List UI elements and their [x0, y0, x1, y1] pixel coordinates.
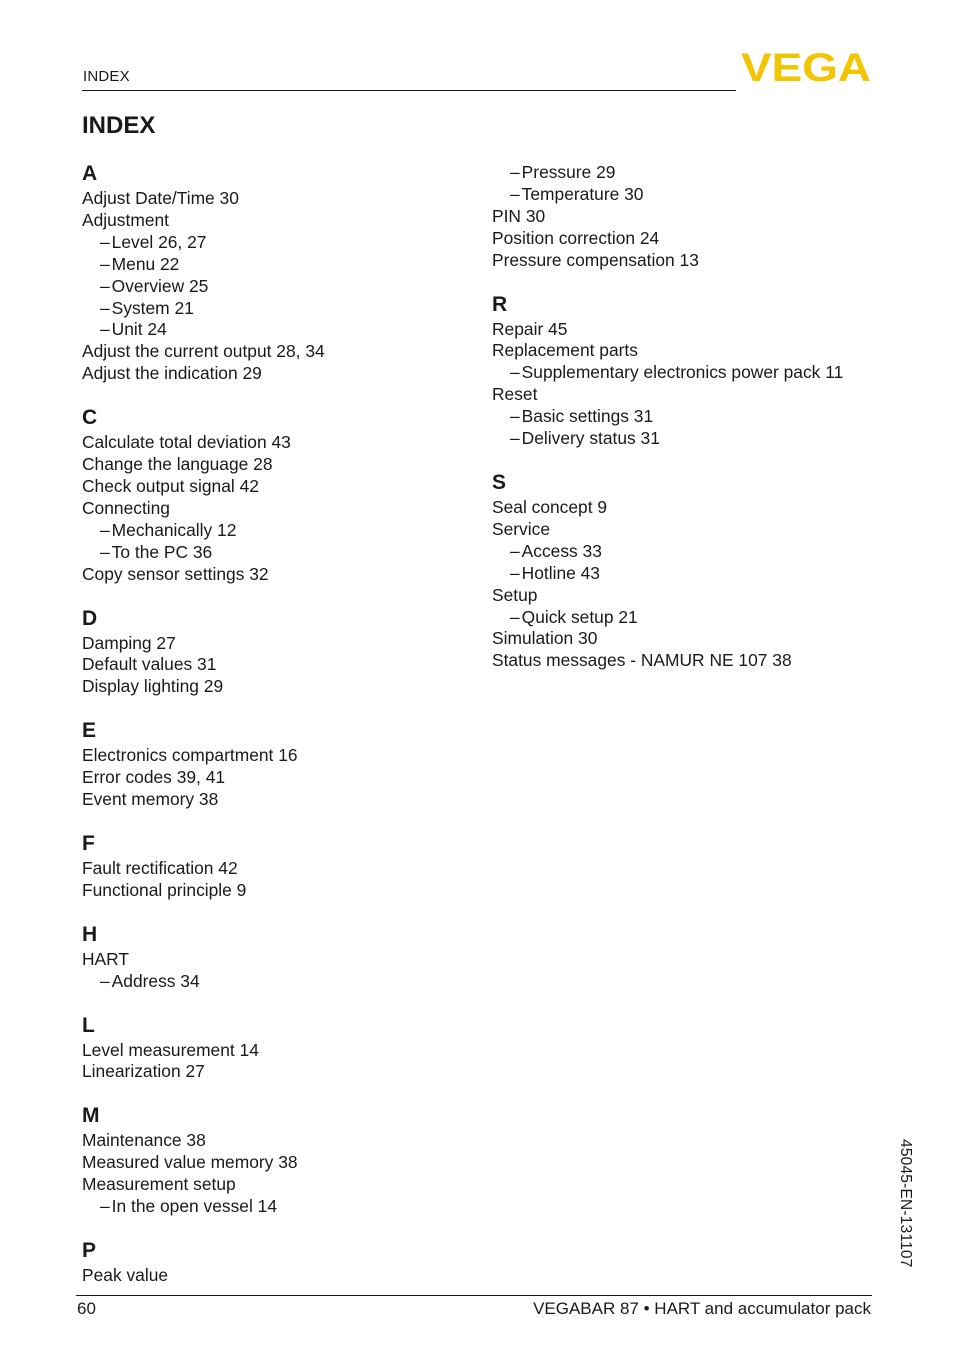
- index-entry: Level measurement 14: [82, 1039, 259, 1060]
- header-rule: [82, 90, 736, 91]
- index-letter-heading: C: [82, 406, 98, 430]
- document-code: 45045-EN-131107: [897, 1139, 914, 1268]
- vega-logo-text: VEGA: [741, 50, 871, 84]
- page-number: 60: [77, 1299, 96, 1318]
- index-letter-heading: E: [82, 719, 97, 743]
- index-subentry: – In the open vessel 14: [82, 1196, 462, 1218]
- index-entry: Functional principle 9: [82, 879, 247, 900]
- index-entry: Measured value memory 38: [82, 1152, 298, 1173]
- index-subentry: – Quick setup 21: [492, 607, 882, 629]
- index-entry: Replacement parts: [492, 340, 638, 361]
- index-group: [82, 923, 462, 993]
- index-entry: Adjust the indication 29: [82, 363, 262, 384]
- index-entry: Error codes 39, 41: [82, 767, 226, 788]
- index-group: [82, 1239, 462, 1287]
- index-entry: Maintenance 38: [82, 1130, 206, 1151]
- index-letter-heading: D: [82, 606, 98, 630]
- page-title: INDEX: [82, 112, 156, 139]
- index-column-right: [492, 162, 882, 693]
- index-subentry: – Level 26, 27: [82, 232, 462, 254]
- index-group: [82, 719, 462, 811]
- index-group: [82, 607, 462, 699]
- index-letter-heading: L: [82, 1013, 95, 1037]
- index-entry: Linearization 27: [82, 1061, 205, 1082]
- index-subentry: – Temperature 30: [492, 184, 882, 206]
- index-letter-heading: H: [82, 922, 98, 946]
- index-entry: Connecting: [82, 497, 170, 518]
- index-column-left: [82, 162, 462, 1308]
- index-entry: Calculate total deviation 43: [82, 432, 291, 453]
- running-header: INDEX: [83, 68, 130, 85]
- index-subentry: – Delivery status 31: [492, 428, 882, 450]
- index-group: [492, 162, 882, 272]
- index-subentry: – Basic settings 31: [492, 406, 882, 428]
- index-subentry: – Overview 25: [82, 276, 462, 298]
- index-letter-heading: A: [82, 162, 98, 185]
- index-entry: Position correction 24: [492, 227, 660, 248]
- index-group: [82, 832, 462, 902]
- index-entry: Measurement setup: [82, 1174, 236, 1195]
- index-subentry: – Mechanically 12: [82, 520, 462, 542]
- index-group: [492, 471, 882, 672]
- index-subentry: – Address 34: [82, 971, 462, 993]
- index-entry: Seal concept 9: [492, 496, 608, 517]
- index-entry: Adjustment: [82, 209, 169, 230]
- index-letter-heading: F: [82, 831, 95, 855]
- index-letter-heading: R: [492, 292, 508, 316]
- index-subentry: – To the PC 36: [82, 542, 462, 564]
- index-subentry: – Menu 22: [82, 254, 462, 276]
- index-subentry: – Unit 24: [82, 319, 462, 341]
- index-entry: Copy sensor settings 32: [82, 563, 269, 584]
- index-entry: Change the language 28: [82, 454, 273, 475]
- index-group: [82, 1014, 462, 1084]
- index-group: [82, 162, 462, 385]
- index-entry: Adjust Date/Time 30: [82, 188, 239, 208]
- index-letter-heading: P: [82, 1239, 97, 1262]
- index-subentry: – Hotline 43: [492, 563, 882, 585]
- index-entry: Check output signal 42: [82, 475, 259, 496]
- index-entry: Pressure compensation 13: [492, 249, 699, 270]
- index-entry: HART: [82, 948, 130, 969]
- vega-logo: [740, 50, 872, 84]
- index-entry: Fault rectification 42: [82, 857, 238, 878]
- index-subentry: – Access 33: [492, 541, 882, 563]
- index-entry: Service: [492, 518, 550, 539]
- index-letter-heading: S: [492, 470, 507, 494]
- index-entry: Display lighting 29: [82, 676, 224, 697]
- footer-rule: [76, 1295, 872, 1296]
- index-entry: Setup: [492, 584, 538, 605]
- index-subentry: – Supplementary electronics power pack 11: [492, 362, 882, 384]
- index-subentry: – Pressure 29: [492, 162, 882, 184]
- index-group: [492, 293, 882, 450]
- index-entry: Default values 31: [82, 654, 217, 675]
- index-entry: Damping 27: [82, 632, 176, 653]
- index-entry: Simulation 30: [492, 628, 598, 649]
- index-entry: Reset: [492, 384, 538, 405]
- index-entry: Status messages - NAMUR NE 107 38: [492, 650, 792, 671]
- footer-product-name: VEGABAR 87 • HART and accumulator pack: [533, 1299, 871, 1318]
- index-subentry: – System 21: [82, 298, 462, 320]
- index-entry: Event memory 38: [82, 789, 219, 810]
- index-entry: PIN 30: [492, 205, 546, 226]
- index-entry: Peak value: [82, 1265, 169, 1285]
- index-group: [82, 1104, 462, 1218]
- index-entry: Electronics compartment 16: [82, 745, 298, 766]
- index-entry: Repair 45: [492, 318, 568, 339]
- index-entry: Adjust the current output 28, 34: [82, 341, 325, 362]
- index-group: [82, 406, 462, 585]
- index-letter-heading: M: [82, 1104, 100, 1128]
